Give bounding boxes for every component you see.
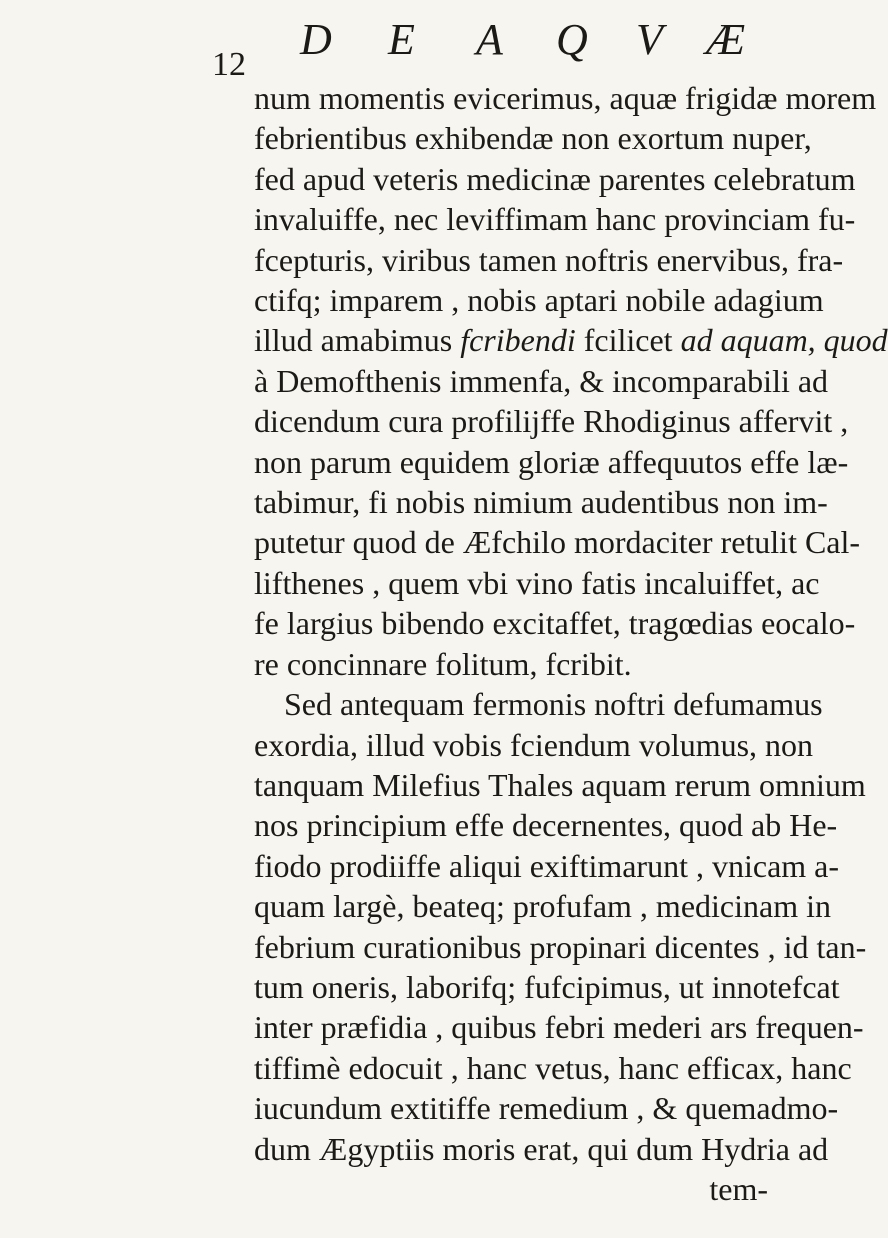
- running-title-letter: E: [388, 15, 415, 64]
- text-line: invaluiffe, nec leviffimam hanc provinciam fu-: [254, 201, 856, 238]
- running-title-letter: V: [636, 15, 663, 64]
- running-title-letter: Q: [556, 15, 588, 64]
- italic-phrase: fcribendi: [460, 322, 576, 359]
- body-text: [254, 78, 888, 1209]
- text-line: exordia, illud vobis fciendum volumus, non: [254, 726, 814, 763]
- text-line: à Demofthenis immenfa, & incomparabili ad: [254, 362, 829, 399]
- running-head: [0, 14, 800, 83]
- text-line: non parum equidem gloriæ affequutos effe læ-: [254, 443, 849, 480]
- text-line: Sed antequam fermonis noftri defumamus: [284, 686, 823, 723]
- text-line: fe largius bibendo excitaffet, tragœdias eocalo-: [254, 605, 856, 642]
- text-line: febrientibus exhibendæ non exortum nuper,: [254, 120, 812, 157]
- text-line: febrium curationibus propinari dicentes , id tan-: [254, 928, 867, 965]
- text-line: dicendum cura profilijffe Rhodiginus affervit ,: [254, 403, 849, 440]
- text-line: num momentis evicerimus, aquæ frigidæ morem: [254, 80, 877, 116]
- text-run: fcilicet: [575, 322, 681, 359]
- text-line: iucundum extitiffe remedium , & quemadmo-: [254, 1090, 839, 1127]
- running-title-letter: D: [300, 15, 332, 64]
- text-line: tanquam Milefius Thales aquam rerum omnium: [254, 766, 866, 803]
- text-line: fiodo prodiiffe aliqui exiftimarunt , vnicam a-: [254, 847, 840, 884]
- running-title-letter: Æ: [706, 15, 746, 64]
- catchword: tem-: [709, 1170, 768, 1207]
- text-line: tiffimè edocuit , hanc vetus, hanc efficax, hanc: [254, 1049, 852, 1086]
- text-line: tum oneris, laborifq; fufcipimus, ut innotefcat: [254, 968, 840, 1005]
- running-title-letter: A: [476, 15, 503, 64]
- italic-phrase: ad aquam, quod: [680, 322, 888, 359]
- text-line: tabimur, fi nobis nimium audentibus non im-: [254, 484, 828, 521]
- text-line: lifthenes , quem vbi vino fatis incaluiffet, ac: [254, 564, 820, 601]
- text-line: nos principium effe decernentes, quod ab He-: [254, 807, 838, 844]
- page-number: 12: [212, 46, 246, 83]
- text-line: fed apud veteris medicinæ parentes celebratum: [254, 160, 856, 197]
- text-run: illud amabimus: [254, 322, 461, 359]
- text-line: [254, 320, 888, 360]
- text-line: ctifq; imparem , nobis aptari nobile adagium: [254, 282, 824, 319]
- text-line: quam largè, beateq; profufam , medicinam in: [254, 888, 831, 925]
- text-line: putetur quod de Æfchilo mordaciter retulit Cal-: [254, 524, 861, 561]
- text-line: fcepturis, viribus tamen noftris enervibus, fra-: [254, 241, 844, 278]
- text-line: dum Ægyptiis moris erat, qui dum Hydria ad: [254, 1130, 829, 1167]
- text-line: inter præfidia , quibus febri mederi ars frequen-: [254, 1009, 864, 1046]
- text-line: re concinnare folitum, fcribit.: [254, 645, 632, 682]
